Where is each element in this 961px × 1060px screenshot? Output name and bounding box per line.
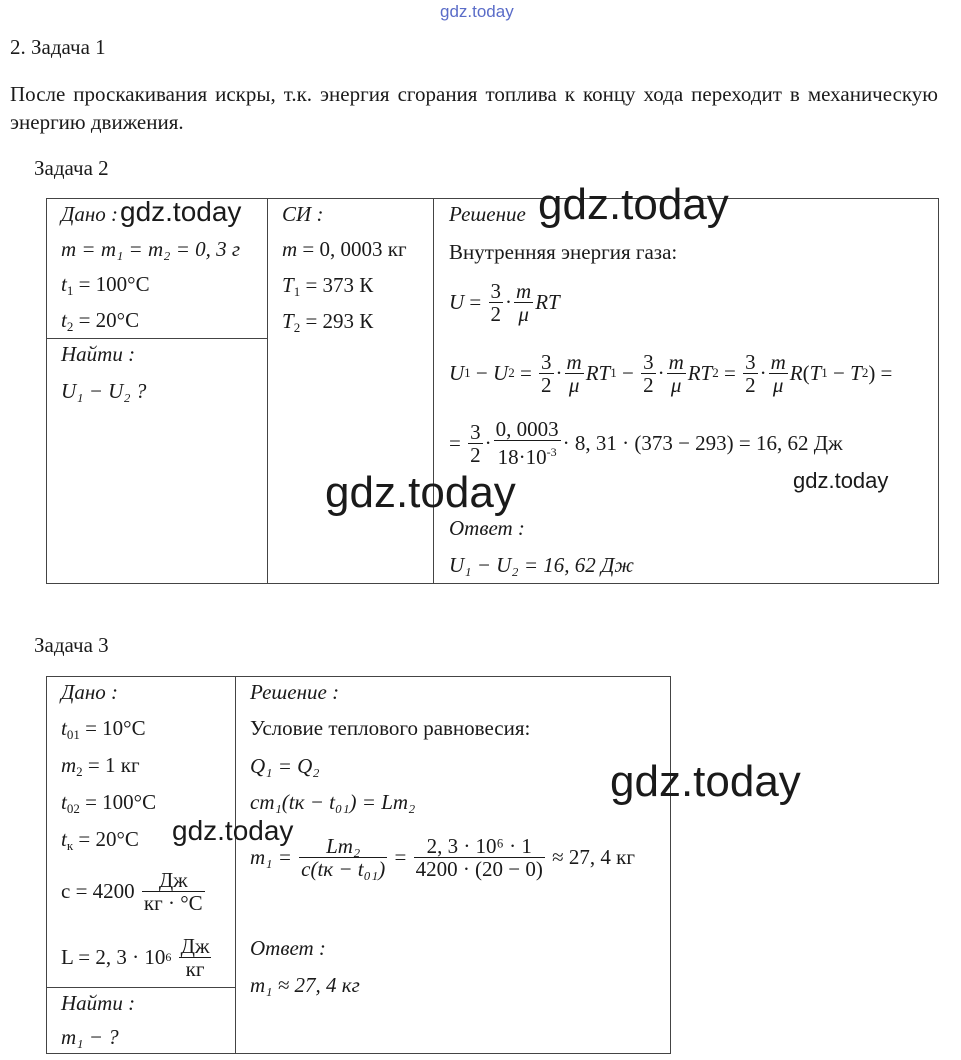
task3-divider-v bbox=[235, 676, 236, 1054]
calc-fraction: $\frac{0, 0003}{18\cdot 10^{-3}}$ bbox=[495, 417, 559, 469]
watermark-top: gdz.today bbox=[440, 2, 514, 21]
task3-given-m2: $m_2 = 1$ кг bbox=[61, 753, 140, 779]
task1-text: После проскакивания искры, т.к. энергия сгорания топлива к концу хода переходит в механическую энергию движения. bbox=[10, 82, 938, 134]
c-unit: $\frac{Дж}{кг \cdot ^\circ C}$ bbox=[143, 867, 203, 915]
task2-dano-label: Дано : bbox=[61, 202, 119, 226]
task2-solution-intro: Внутренняя энергия газа: bbox=[449, 240, 678, 264]
watermark-t2-dano: gdz.today bbox=[120, 196, 242, 227]
task2-otvet-label: Ответ : bbox=[449, 516, 525, 540]
task3-eq2: cm₁(tк − t₀₁) = Lm₂ bbox=[250, 790, 416, 814]
task3-heading: Задача 3 bbox=[34, 633, 109, 657]
task2-find: U₁ − U₂ ? bbox=[61, 379, 147, 403]
task3-dano-label: Дано : bbox=[61, 680, 119, 704]
L-unit: $\frac{Дж}{кг}$ bbox=[180, 933, 210, 981]
task2-divider-2 bbox=[433, 198, 434, 584]
task3-given-L: L = 2, 3 · 10 6 $\frac{Дж}{кг}$ bbox=[61, 933, 210, 981]
task1-heading: 2. Задача 1 bbox=[10, 35, 106, 59]
task3-otvet-label: Ответ : bbox=[250, 936, 326, 960]
task2-si-m: m = 0, 0003 кг bbox=[282, 237, 407, 261]
task3-reshenie-label: Решение : bbox=[250, 680, 340, 704]
task3-find: m₁ − ? bbox=[61, 1025, 119, 1049]
watermark-t2-reshenie: gdz.today bbox=[538, 180, 729, 229]
task3-given-tk: $t_к = 20^\circ C$ bbox=[61, 827, 139, 853]
task2-reshenie-label: Решение bbox=[449, 202, 526, 226]
task3-condition: Условие теплового равновесия: bbox=[250, 716, 531, 740]
task3-given-t01: $t_{01} = 10^\circ C$ bbox=[61, 716, 146, 742]
task2-si-label: СИ : bbox=[282, 202, 324, 226]
watermark-t2-right: gdz.today bbox=[793, 468, 889, 493]
task2-si-T1: $T_1 = 373$ К bbox=[282, 273, 374, 299]
frac-m-mu: $\frac{m}{\mu}$ bbox=[516, 278, 532, 326]
task2-formula-U: U = $\frac{3}{2}$ · $\frac{m}{\mu}$ RT bbox=[449, 278, 560, 326]
task3-given-t02: $t_{02} = 100^\circ C$ bbox=[61, 790, 157, 816]
watermark-t3-right: gdz.today bbox=[610, 757, 801, 806]
task3-najti-label: Найти : bbox=[61, 991, 136, 1015]
task2-given-t2: $t_2 = 20^\circ C$ bbox=[61, 308, 140, 334]
task2-formula-calc: = $\frac{3}{2}$ · $\frac{0, 0003}{18\cdot 10^{-3}}$ · 8, 31 · (373 − 293) = 16, 62 Дж bbox=[449, 417, 843, 469]
frac-3-2: $\frac{3}{2}$ bbox=[490, 278, 502, 326]
task2-najti-label: Найти : bbox=[61, 342, 136, 366]
task2-given-t1: $t_1 = 100^\circ C$ bbox=[61, 272, 150, 298]
task2-si-T2: $T_2 = 293$ К bbox=[282, 309, 374, 335]
watermark-t2-middle: gdz.today bbox=[325, 468, 516, 517]
task2-divider-1 bbox=[267, 198, 268, 584]
task3-formula-m1: m₁ = $\frac{\text{Lm₂}}{\text{c(tк − t₀₁)}}$ = $\frac{\text{2, 3 · 10⁶ · 1}}{4200 \cdot (20 - 0)}$ ≈ 27, 4 кг bbox=[250, 833, 635, 881]
task3-divider-h bbox=[46, 987, 235, 988]
frac-a: $\frac{\text{Lm₂}}{\text{c(tк − t₀₁)}}$ bbox=[301, 833, 386, 881]
task2-answer: U₁ − U₂ = 16, 62 Дж bbox=[449, 553, 634, 577]
task3-eq1: Q₁ = Q₂ bbox=[250, 754, 320, 778]
watermark-t3-left: gdz.today bbox=[172, 815, 294, 846]
frac-b: $\frac{\text{2, 3 · 10⁶ · 1}}{4200 \cdot (20 - 0)}$ bbox=[415, 833, 543, 881]
task3-given-c: c = 4200 $\frac{Дж}{кг \cdot ^\circ C}$ bbox=[61, 867, 203, 915]
task2-heading: Задача 2 bbox=[34, 156, 109, 180]
task2-formula-diff: U 1 − U 2 = $\frac{3}{2}$ · $\frac{m}{\mu}$ RT 1 − $\frac{3}{2}$ · $\frac{m}{\mu}$ RT 2 = $\frac{3}{2}$ · $\frac{m}{\mu}$ R ( T 1 − T 2 ) = bbox=[449, 349, 893, 397]
task2-given-m: m = m₁ = m₂ = 0, 3 г bbox=[61, 237, 241, 261]
task3-answer: m₁ ≈ 27, 4 кг bbox=[250, 973, 360, 997]
